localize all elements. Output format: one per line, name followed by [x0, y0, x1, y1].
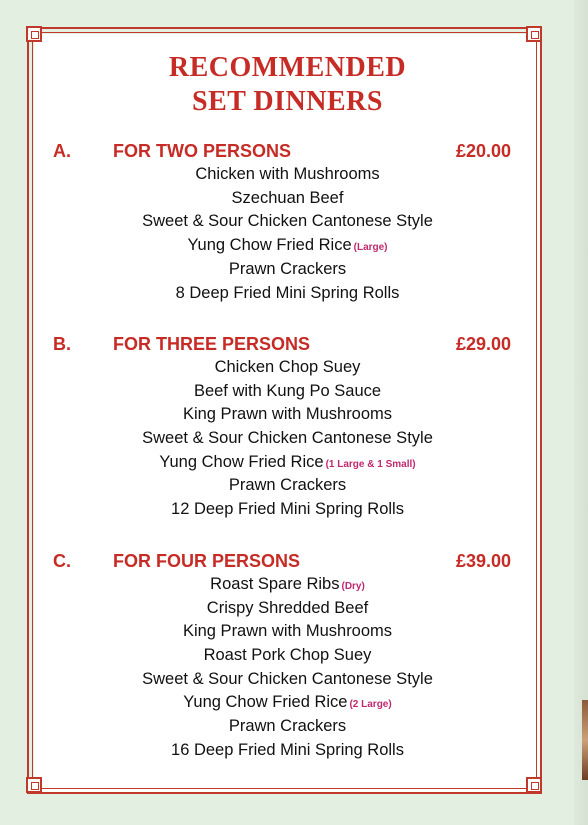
page-title-line2: SET DINNERS	[192, 86, 383, 117]
menu-item: Roast Spare Ribs (Dry)	[210, 575, 365, 593]
item-note: (1 Large & 1 Small)	[325, 459, 416, 470]
corner-ornament-top-right	[526, 26, 542, 42]
menu-item: Sweet & Sour Chicken Cantonese Style	[142, 670, 433, 688]
page-title-line1: RECOMMENDED	[168, 52, 407, 83]
section-a-letter: A.	[53, 141, 71, 161]
corner-ornament-top-left	[26, 26, 42, 42]
section-a-heading: FOR TWO PERSONS	[113, 141, 292, 161]
menu-item: Chicken Chop Suey	[214, 358, 361, 376]
menu-item: Szechuan Beef	[231, 189, 344, 207]
corner-ornament-bottom-left	[26, 777, 42, 793]
menu-item: Prawn Crackers	[228, 476, 347, 494]
menu-item: Sweet & Sour Chicken Cantonese Style	[142, 429, 433, 447]
menu-item: Prawn Crackers	[228, 260, 347, 278]
menu-item: Roast Pork Chop Suey	[203, 646, 372, 664]
corner-ornament-bottom-right	[526, 777, 542, 793]
menu-item: 8 Deep Fried Mini Spring Rolls	[175, 284, 400, 302]
menu-item: 12 Deep Fried Mini Spring Rolls	[171, 500, 404, 518]
section-c-heading: FOR FOUR PERSONS	[113, 551, 301, 571]
menu-item: Sweet & Sour Chicken Cantonese Style	[142, 212, 433, 230]
item-note: (2 Large)	[349, 699, 392, 710]
section-b-letter: B.	[53, 334, 71, 354]
section-a-price: £20.00	[456, 141, 512, 161]
binding-strip	[582, 700, 588, 780]
page-edge	[574, 0, 588, 825]
section-c-price: £39.00	[456, 551, 512, 571]
section-b-price: £29.00	[456, 334, 512, 354]
menu-item: Chicken with Mushrooms	[195, 165, 380, 183]
menu-item: Yung Chow Fried Rice (1 Large & 1 Small)	[159, 453, 416, 471]
menu-item: King Prawn with Mushrooms	[182, 405, 393, 423]
item-note: (Large)	[353, 242, 388, 253]
menu-item: Yung Chow Fried Rice (Large)	[187, 236, 388, 254]
section-b-heading: FOR THREE PERSONS	[113, 334, 311, 354]
menu-item: Beef with Kung Po Sauce	[193, 382, 382, 400]
menu-item: Crispy Shredded Beef	[206, 599, 369, 617]
section-c-letter: C.	[53, 551, 71, 571]
item-note: (Dry)	[341, 581, 365, 592]
menu-item: King Prawn with Mushrooms	[182, 622, 393, 640]
menu-item: 16 Deep Fried Mini Spring Rolls	[171, 741, 404, 759]
menu-item: Prawn Crackers	[228, 717, 347, 735]
menu-item: Yung Chow Fried Rice (2 Large)	[183, 693, 392, 711]
